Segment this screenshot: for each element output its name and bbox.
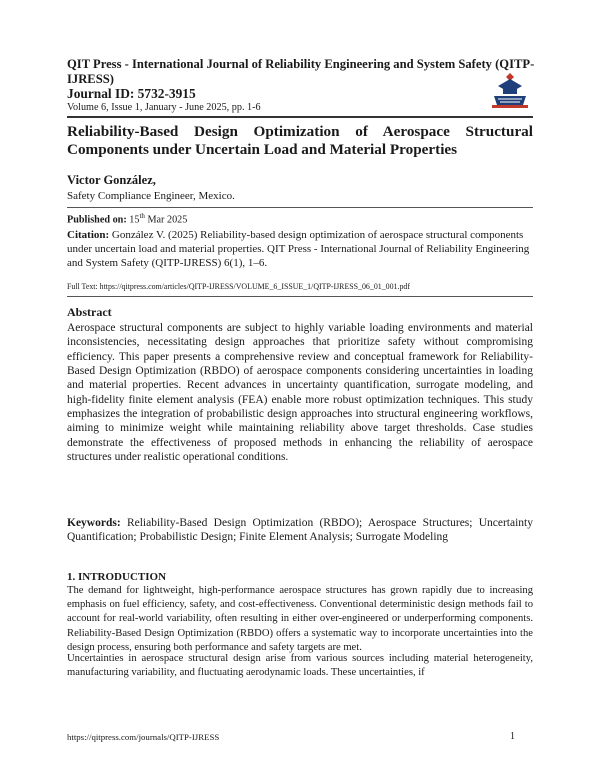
abstract-heading: Abstract [67,305,112,319]
citation-text: González V. (2025) Reliability-based design optimization of aerospace structural components under uncertain load and material properties. QIT Press - International Journal of Reliability Engineering and System Safety (QITP-IJRESS) 6(1), 1–6. [67,229,530,269]
header-divider [67,116,533,118]
introduction-heading: 1. INTRODUCTION [67,571,167,583]
author-name: Victor González, [67,173,156,187]
published-date [67,212,187,225]
keywords-text: Reliability-Based Design Optimization (RBDO); Aerospace Structures; Uncertainty Quantification; Probabilistic Design; Finite Element Analysis; Surrogate Modeling [67,517,534,544]
paper-title: Reliability-Based Design Optimization of Aerospace Structural Components under Uncertain Load and Material Properties [67,123,533,158]
abstract-body: Aerospace structural components are subject to highly variable loading environments and material inconsistencies, necessitating design approaches that prioritize safety without compromising efficiency. This paper presents a comprehensive review and conceptual framework for Reliability-Based Design Optimization (RBDO) of aerospace components considering uncertainties in loading and material properties. Recent advances in uncertainty quantification, surrogate modeling, and high-fidelity finite element analysis (FEA) enable more robust optimization techniques. This study emphasizes the integration of probabilistic design approaches into structural engineering workflows, aiming to minimize weight while maintaining reliability above target thresholds. Case studies demonstrate the effectiveness of proposed methods in enhancing the reliability of aerospace structures under realistic operational conditions. [67,322,533,464]
published-rest: Mar 2025 [147,214,188,226]
citation [67,229,533,270]
published-label: Published on: [67,214,127,226]
author-affiliation: Safety Compliance Engineer, Mexico. [67,190,235,202]
keywords-label: Keywords: [67,517,121,529]
journal-logo-icon [488,72,532,110]
journal-id: Journal ID: 5732-3915 [67,86,196,101]
keywords [67,516,533,545]
footer-url[interactable]: https://qitpress.com/journals/QITP-IJRESS [67,732,220,742]
abstract-divider [67,296,533,297]
full-text-link[interactable]: Full Text: https://qitpress.com/articles/QITP-IJRESS/VOLUME_6_ISSUE_1/QITP-IJRESS_06_01_001.pdf [67,282,410,291]
introduction-paragraph-2: Uncertainties in aerospace structural design arise from various sources including material heterogeneity, manufacturing variability, and fluctuating aerodynamic loads. These uncertainties, if [67,653,533,679]
published-day-suffix: th [139,212,145,220]
journal-title: QIT Press - International Journal of Reliability Engineering and System Safety (QITP-IJRESS) [67,57,535,86]
page-number: 1 [510,731,515,742]
author-divider [67,207,533,208]
journal-header [67,57,537,114]
published-day: 15 [129,214,140,226]
volume-line: Volume 6, Issue 1, January - June 2025, pp. 1-6 [67,102,261,113]
citation-label: Citation: [67,229,110,241]
introduction-paragraph-1: The demand for lightweight, high-performance aerospace structures has grown rapidly due to increasing emphasis on fuel efficiency, safety, and cost-effectiveness. Conventional deterministic design methods fail to account for real-world variability, often resulting in either over-engineered or underperforming components. Reliability-Based Design Optimization (RBDO) offers a systematic way to incorporate uncertainties into the design process, ensuring both performance and safety targets are met. [67,585,533,653]
